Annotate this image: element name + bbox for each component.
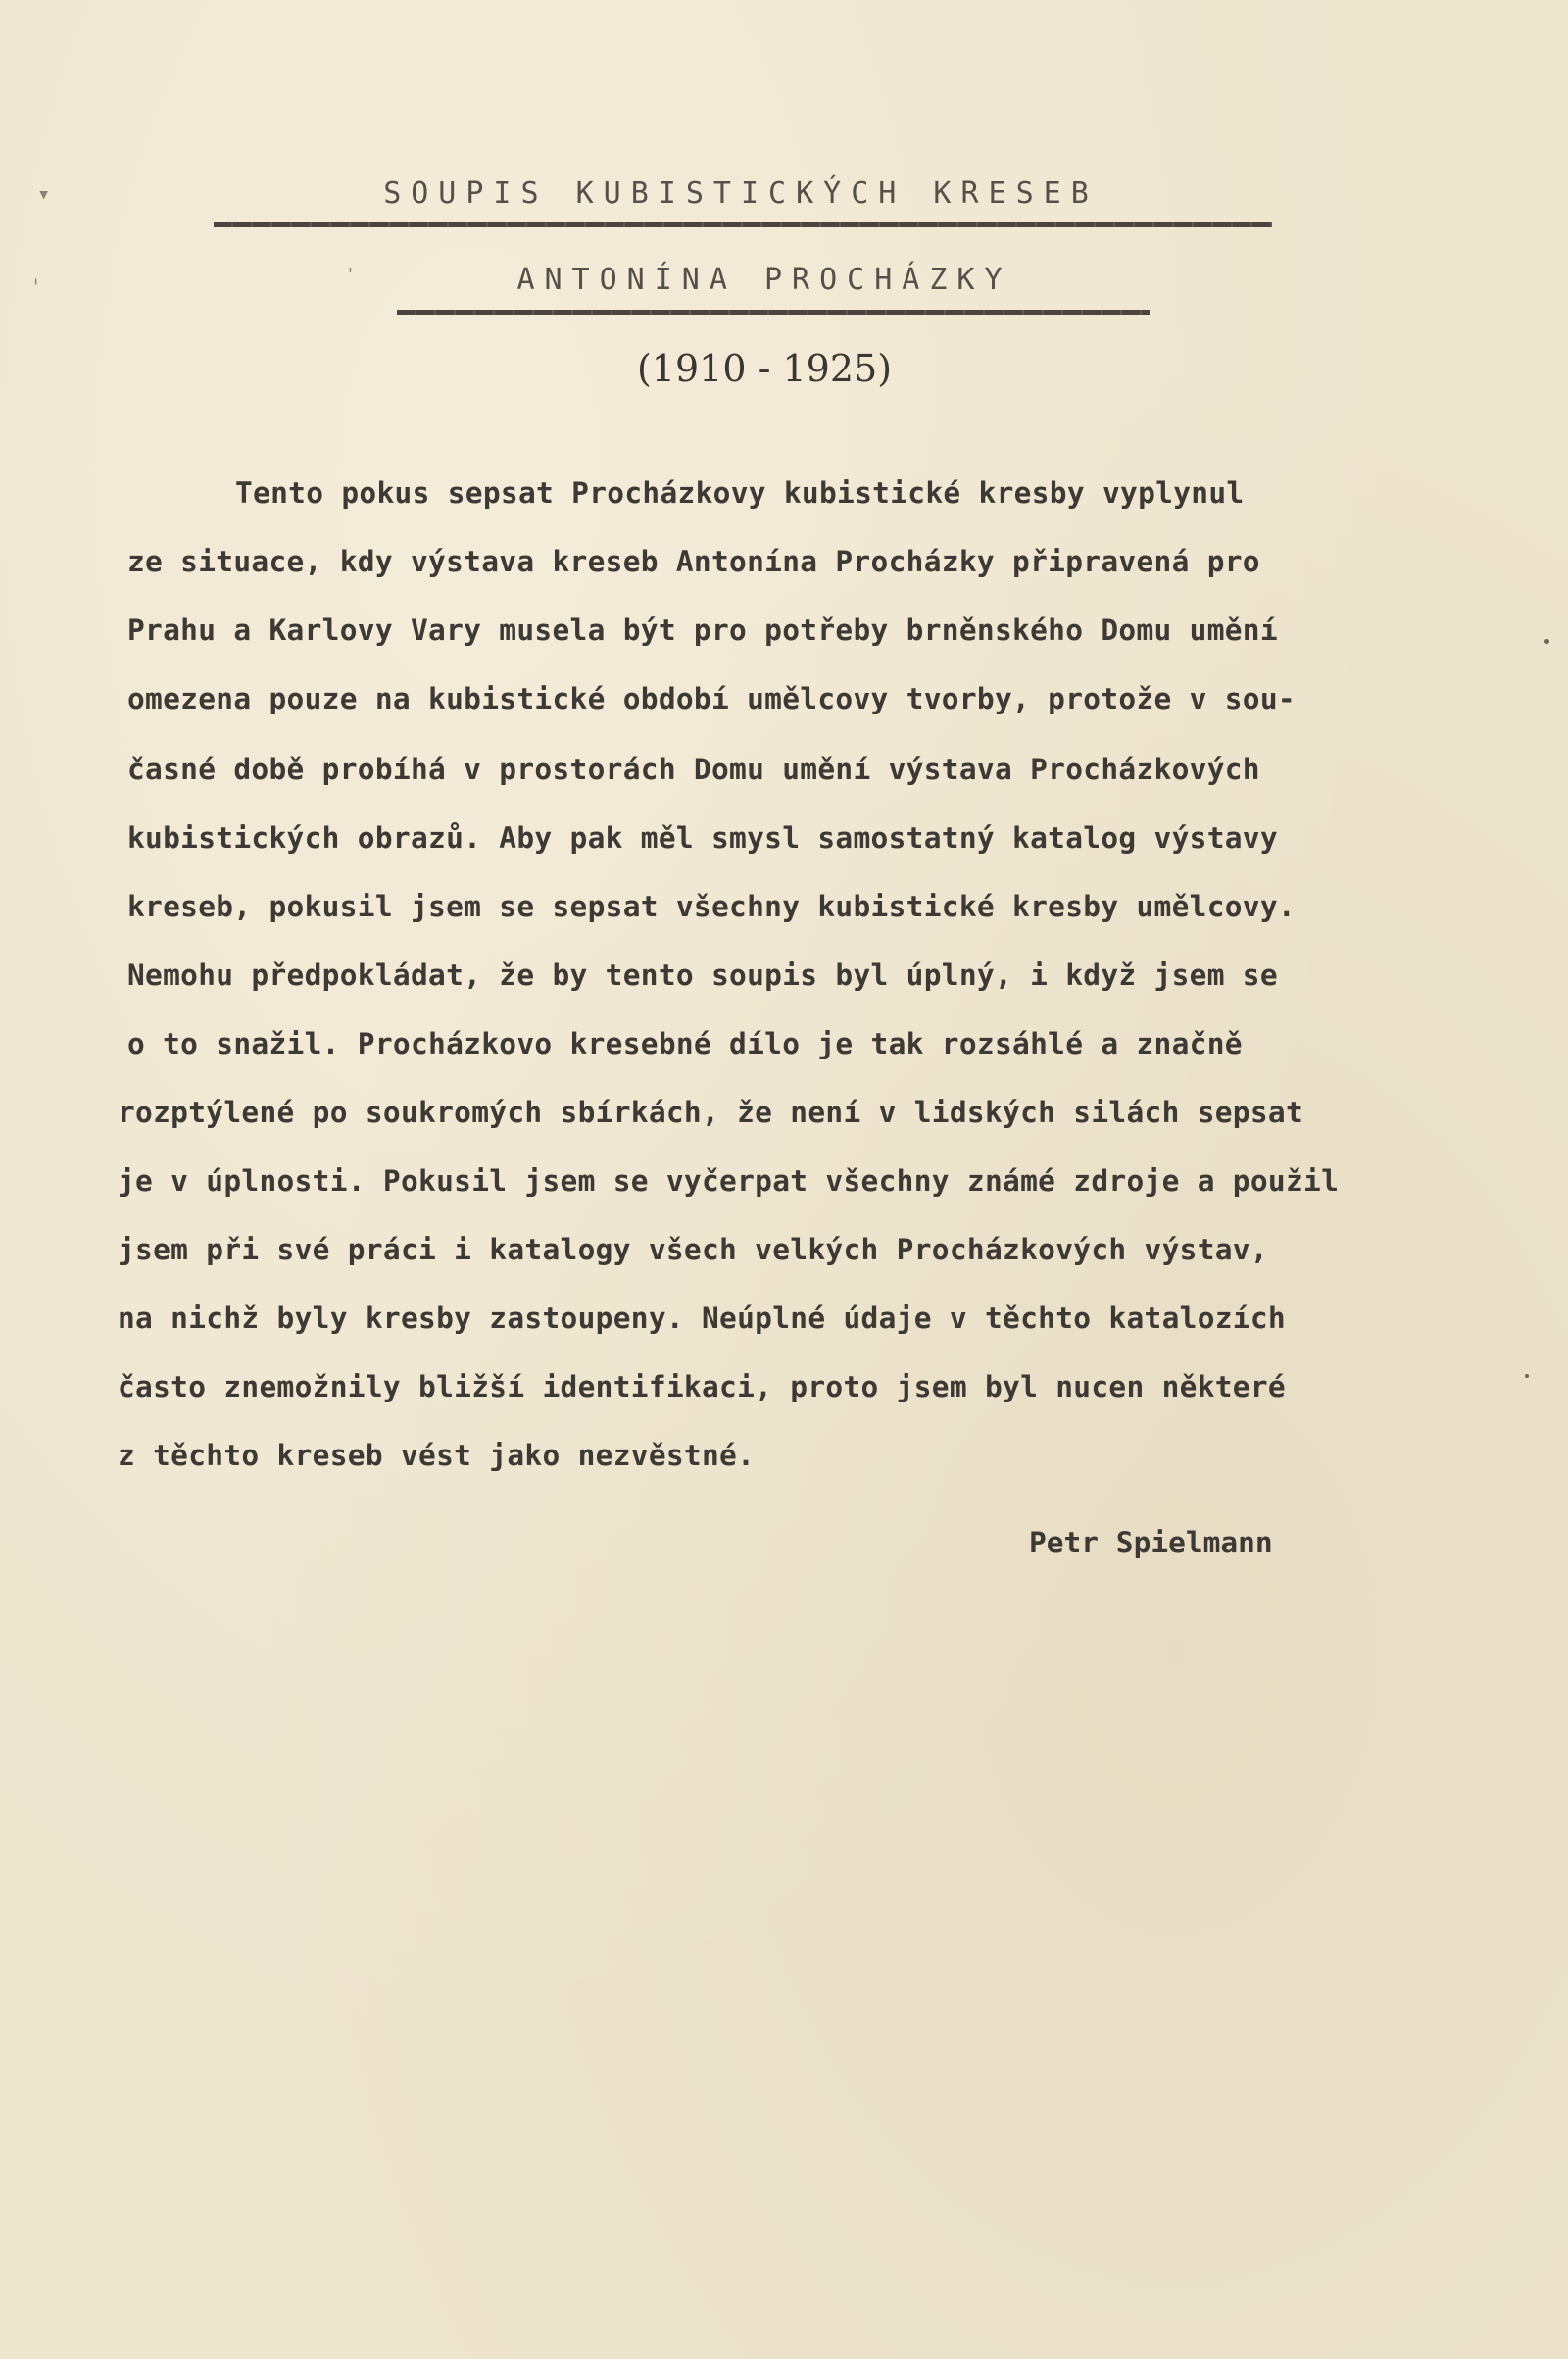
text-line: omezena pouze na kubistické období umělcovy tvorby, protože v sou- — [127, 682, 1296, 715]
title-underline-2 — [397, 310, 1150, 315]
author-signature: Petr Spielmann — [1029, 1526, 1273, 1559]
paper-speck — [1544, 639, 1549, 644]
text-line: ze situace, kdy výstava kreseb Antonína Procházky připravená pro — [127, 545, 1260, 578]
text-line: rozptýlené po soukromých sbírkách, že není v lidských silách sepsat — [118, 1096, 1304, 1129]
title-underline-1 — [214, 222, 1272, 227]
text-line: kubistických obrazů. Aby pak měl smysl samostatný katalog výstavy — [127, 821, 1278, 855]
margin-tick-mark: ' — [345, 265, 356, 285]
document-title-line-2: ANTONÍNA PROCHÁZKY — [516, 263, 1012, 297]
text-line: kreseb, pokusil jsem se sepsat všechny kubistické kresby umělcovy. — [127, 890, 1296, 923]
paper-speck — [1525, 1374, 1529, 1378]
text-line: často znemožnily bližší identifikaci, proto jsem byl nucen některé — [118, 1370, 1286, 1403]
text-line: Nemohu předpokládat, že by tento soupis byl úplný, i když jsem se — [127, 958, 1278, 992]
text-line: o to snažil. Procházkovo kresebné dílo je tak rozsáhlé a značně — [127, 1027, 1243, 1060]
text-line: časné době probíhá v prostorách Domu umění výstava Procházkových — [127, 753, 1260, 786]
text-line: Prahu a Karlovy Vary musela být pro potřeby brněnského Domu umění — [127, 614, 1278, 647]
text-line: z těchto kreseb vést jako nezvěstné. — [118, 1439, 756, 1472]
document-title-line-1: SOUPIS KUBISTICKÝCH KRESEB — [383, 176, 1099, 211]
text-line: jsem při své práci i katalogy všech velkých Procházkových výstav, — [118, 1233, 1268, 1266]
text-line: na nichž byly kresby zastoupeny. Neúplné údaje v těchto katalozích — [118, 1302, 1286, 1335]
margin-tick-mark: ˌ — [29, 263, 43, 287]
date-range: (1910 - 1925) — [636, 347, 893, 390]
text-line: je v úplnosti. Pokusil jsem se vyčerpat všechny známé zdroje a použil — [118, 1164, 1340, 1198]
margin-tick-mark: ▾ — [37, 182, 51, 207]
text-line: Tento pokus sepsat Procházkovy kubistické kresby vyplynul — [235, 476, 1245, 510]
